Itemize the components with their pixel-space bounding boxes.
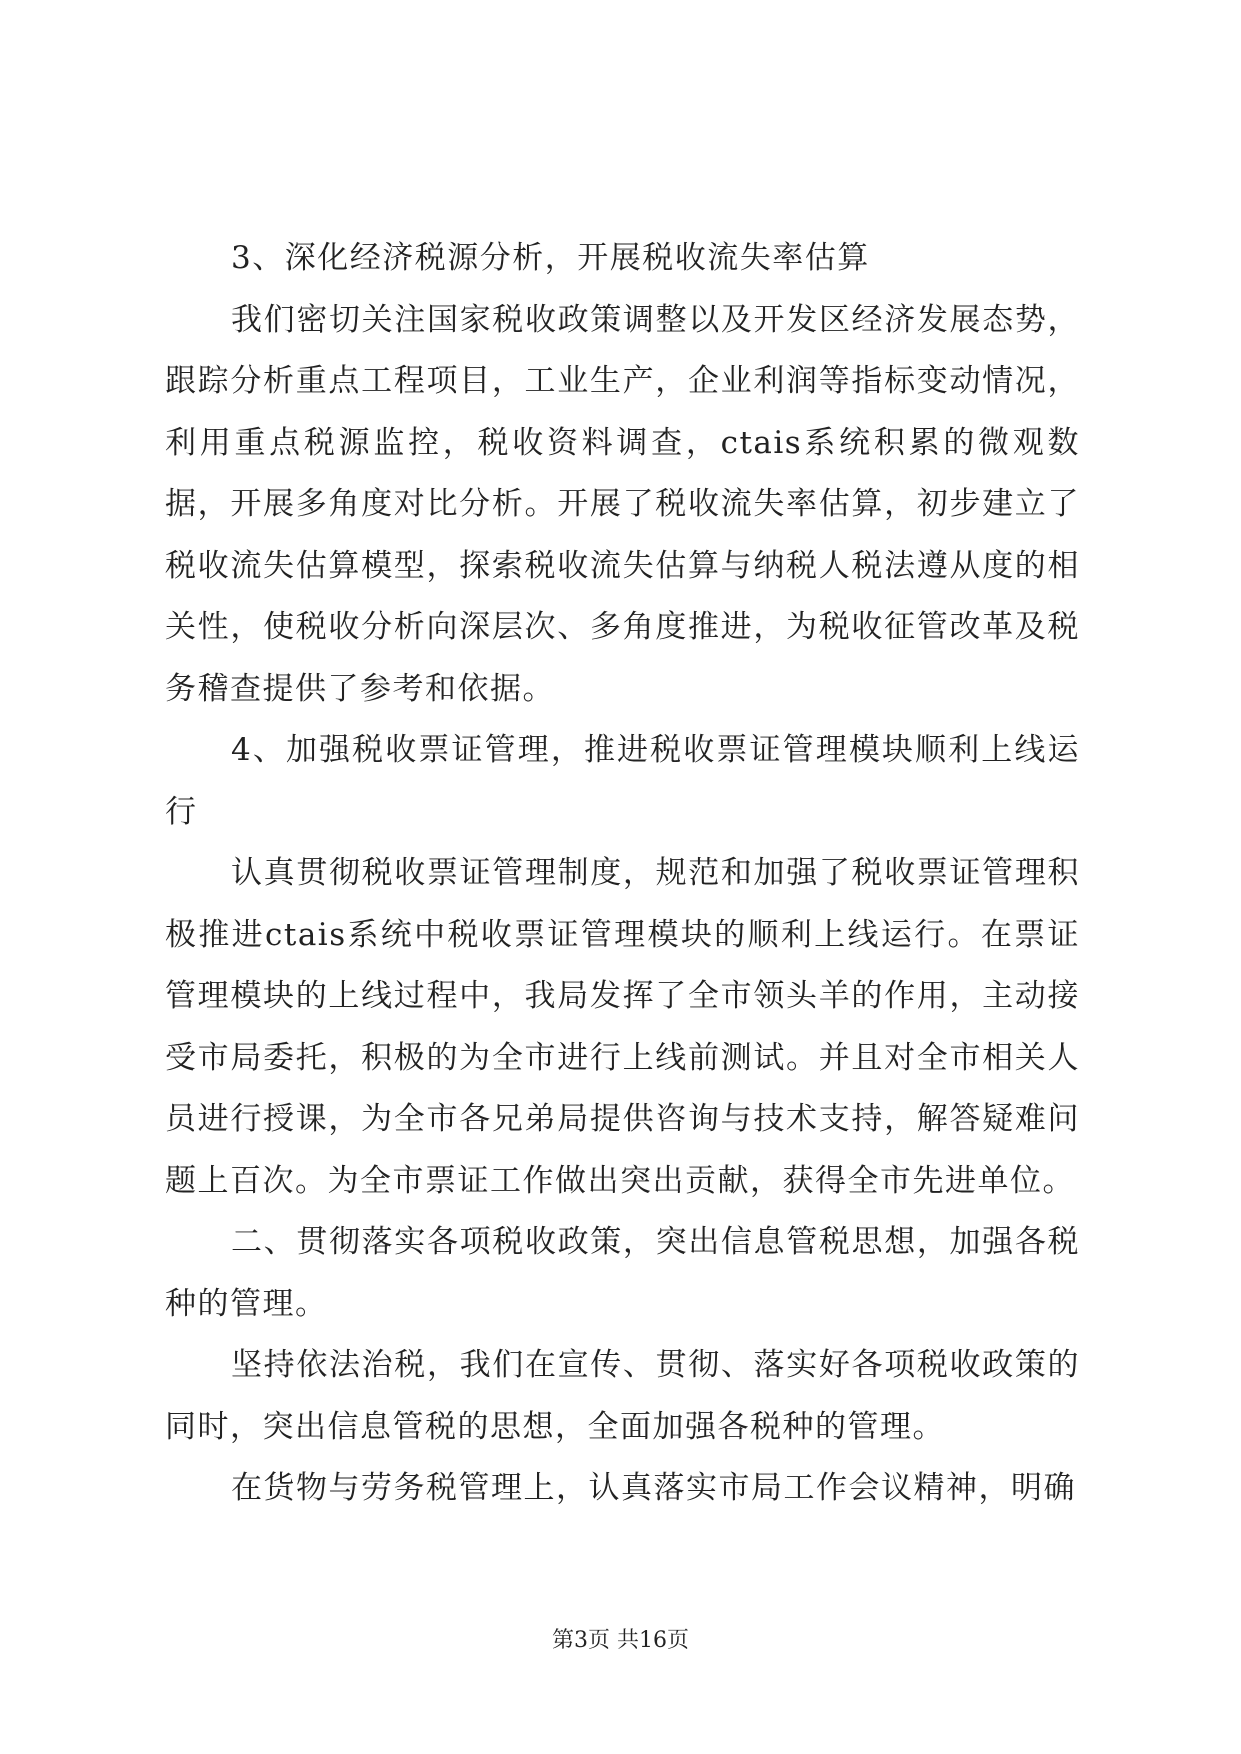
section-heading-3: 3、深化经济税源分析，开展税收流失率估算 — [231, 240, 870, 276]
section-heading-2: 二、贯彻落实各项税收政策，突出信息管税思想，加强各税种的管理。 — [165, 1224, 1080, 1322]
page-footer — [0, 1626, 1241, 1656]
paragraph: 在货物与劳务税管理上，认真落实市局工作会议精神，明确 — [231, 1470, 1076, 1506]
paragraph: 认真贯彻税收票证管理制度，规范和加强了税收票证管理积极推进ctais系统中税收票证管理模块的顺利上线运行。在票证管理模块的上线过程中，我局发挥了全市领头羊的作用，主动接受市局委托，积极的为全市进行上线前测试。并且对全市相关人员进行授课，为全市各兄弟局提供咨询与技术支持，解答疑难问题上百次。为全市票证工作做出突出贡献，获得全市先进单位。 — [165, 855, 1080, 1199]
section-heading-4: 4、加强税收票证管理，推进税收票证管理模块顺利上线运行 — [165, 732, 1080, 830]
page-number: 第3页 共16页 — [552, 1628, 689, 1653]
paragraph: 我们密切关注国家税收政策调整以及开发区经济发展态势，跟踪分析重点工程项目，工业生产，企业利润等指标变动情况，利用重点税源监控，税收资料调查，ctais系统积累的微观数据，开展多角度对比分析。开展了税收流失率估算，初步建立了税收流失估算模型，探索税收流失估算与纳税人税法遵从度的相关性，使税收分析向深层次、多角度推进，为税收征管改革及税务稽查提供了参考和依据。 — [165, 301, 1080, 707]
paragraph: 坚持依法治税，我们在宣传、贯彻、落实好各项税收政策的同时，突出信息管税的思想，全面加强各税种的管理。 — [165, 1347, 1080, 1445]
document-body — [165, 228, 1080, 1520]
